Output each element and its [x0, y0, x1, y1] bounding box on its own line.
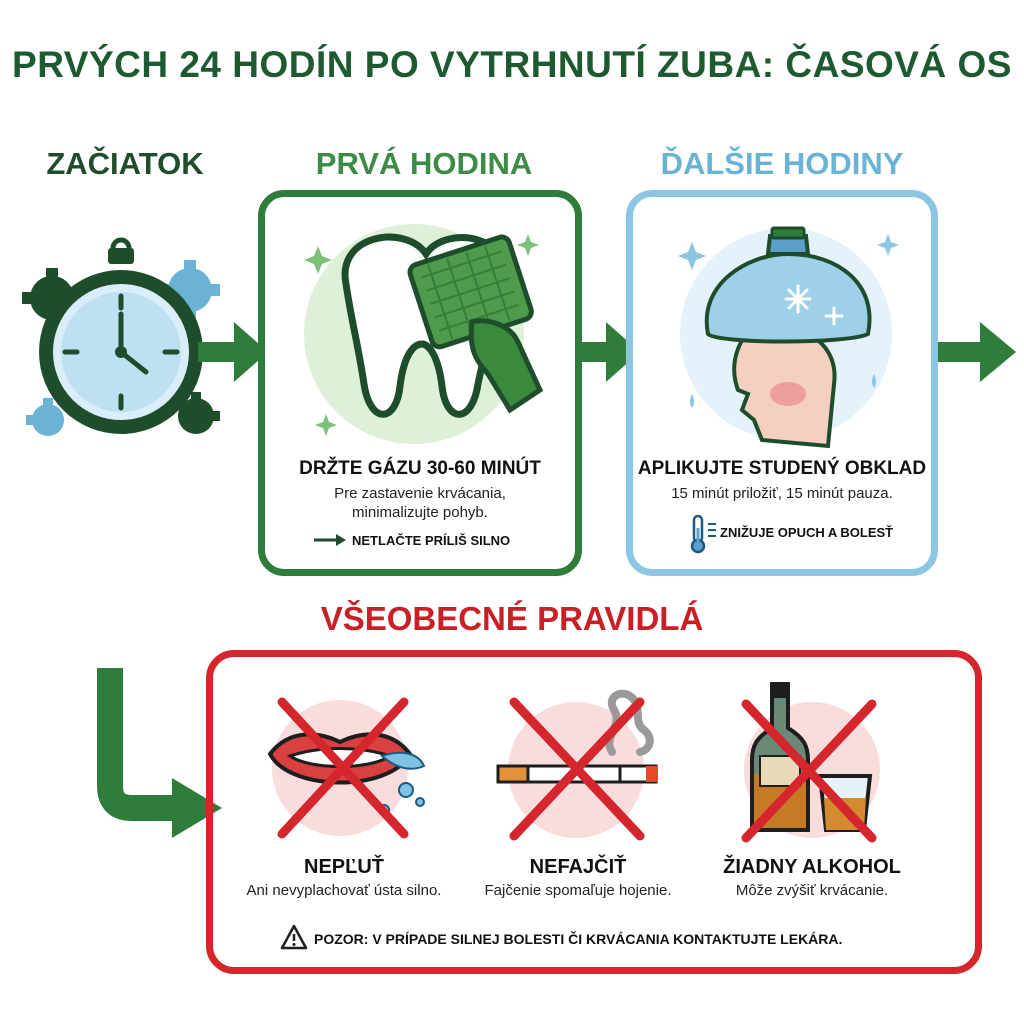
rules-label: VŠEOBECNÉ PRAVIDLÁ — [320, 600, 704, 637]
warning-text: POZOR: V PRÍPADE SILNEJ BOLESTI ČI KRVÁCANIA KONTAKTUJTE LEKÁRA. — [314, 931, 843, 947]
next-hours-desc: 15 minút priložiť, 15 minút pauza. — [671, 485, 893, 502]
arrow-next-to-end — [938, 322, 1016, 382]
thermometer-icon — [688, 514, 708, 554]
cold-waves-icon — [706, 520, 718, 540]
tooth-with-gauze-icon — [296, 214, 546, 454]
stage-label-start: ZAČIATOK — [46, 146, 204, 181]
ice-pack-on-head-icon — [678, 214, 908, 454]
rule-title-no-smoking: NEFAJČIŤ — [529, 856, 627, 878]
page-title: PRVÝCH 24 HODÍN PO VYTRHNUTÍ ZUBA: ČASOVÁ OS — [12, 44, 1012, 85]
rule-desc-no-alcohol: Môže zvýšiť krvácanie. — [735, 882, 889, 899]
rule-title-no-spit: NEPĽUŤ — [304, 856, 384, 878]
rule-desc-no-smoking: Fajčenie spomaľuje hojenie. — [484, 882, 672, 899]
arrow-right-icon — [314, 532, 346, 548]
first-hour-note: NETLAČTE PRÍLIŠ SILNO — [352, 533, 511, 548]
rule-desc-no-spit: Ani nevyplachovať ústa silno. — [246, 882, 442, 899]
no-spitting-icon — [260, 692, 428, 842]
warning-icon — [280, 924, 308, 950]
first-hour-desc-line2: minimalizujte pohyb. — [352, 504, 488, 521]
no-alcohol-icon — [734, 680, 894, 842]
first-hour-desc-line1: Pre zastavenie krvácania, — [334, 485, 506, 502]
first-hour-heading: DRŽTE GÁZU 30-60 MINÚT — [299, 458, 541, 479]
next-hours-note: ZNIŽUJE OPUCH A BOLESŤ — [720, 525, 894, 540]
next-hours-heading: APLIKUJTE STUDENÝ OBKLAD — [637, 458, 927, 479]
rule-title-no-alcohol: ŽIADNY ALKOHOL — [723, 856, 901, 878]
stopwatch-icon — [20, 240, 220, 450]
no-smoking-icon — [494, 686, 664, 842]
stage-label-first-hour: PRVÁ HODINA — [315, 146, 533, 181]
stage-label-next-hours: ĎALŠIE HODINY — [660, 146, 904, 181]
